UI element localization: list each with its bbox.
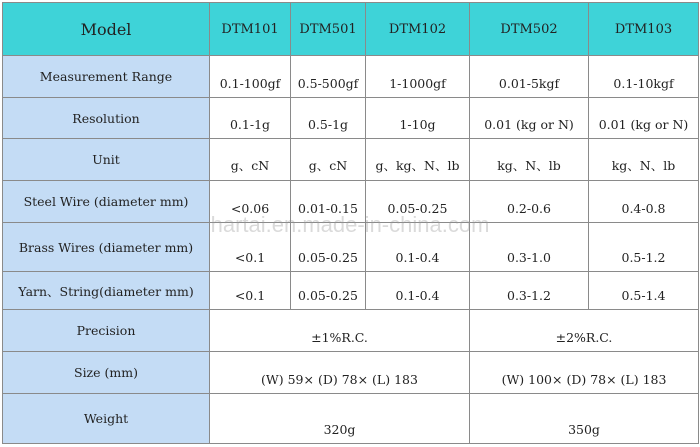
- table-cell: 0.2-0.6: [470, 181, 589, 223]
- row-measurement-range: [3, 56, 699, 98]
- table-cell: g、cN: [210, 139, 291, 181]
- table-cell: 0.1-10kgf: [589, 56, 699, 98]
- table-cell: <0.1: [210, 272, 291, 310]
- table-cell: 0.5-1.2: [589, 223, 699, 272]
- row-label: Weight: [3, 394, 210, 444]
- table-cell: ±1%R.C.: [210, 310, 470, 352]
- table-cell: 0.5-1g: [291, 98, 366, 139]
- table-cell: 0.01-0.15: [291, 181, 366, 223]
- table-cell: g、cN: [291, 139, 366, 181]
- table-cell: (W) 59× (D) 78× (L) 183: [210, 352, 470, 394]
- row-size: [3, 352, 699, 394]
- header-row: [3, 3, 699, 56]
- table-cell: kg、N、lb: [470, 139, 589, 181]
- row-brass-wires: [3, 223, 699, 272]
- row-label: Size (mm): [3, 352, 210, 394]
- table-cell: 0.3-1.2: [470, 272, 589, 310]
- model-dtm501: DTM501: [291, 3, 366, 56]
- row-resolution: [3, 98, 699, 139]
- table-cell: g、kg、N、lb: [366, 139, 470, 181]
- row-label: Steel Wire (diameter mm): [3, 181, 210, 223]
- row-label: Measurement Range: [3, 56, 210, 98]
- table-cell: ±2%R.C.: [470, 310, 699, 352]
- table-cell: 0.1-1g: [210, 98, 291, 139]
- model-dtm502: DTM502: [470, 3, 589, 56]
- table-cell: 1-10g: [366, 98, 470, 139]
- table-cell: <0.06: [210, 181, 291, 223]
- model-dtm101: DTM101: [210, 3, 291, 56]
- table-cell: 0.1-0.4: [366, 223, 470, 272]
- spec-table: [2, 2, 699, 444]
- row-label: Precision: [3, 310, 210, 352]
- table-cell: 0.1-100gf: [210, 56, 291, 98]
- table-cell: 1-1000gf: [366, 56, 470, 98]
- row-unit: [3, 139, 699, 181]
- table-cell: 0.4-0.8: [589, 181, 699, 223]
- table-cell: 0.3-1.0: [470, 223, 589, 272]
- row-steel-wire: [3, 181, 699, 223]
- model-dtm102: DTM102: [366, 3, 470, 56]
- table-cell: 350g: [470, 394, 699, 444]
- row-weight: [3, 394, 699, 444]
- model-header: Model: [3, 3, 210, 56]
- table-cell: (W) 100× (D) 78× (L) 183: [470, 352, 699, 394]
- table-cell: 0.05-0.25: [291, 272, 366, 310]
- model-dtm103: DTM103: [589, 3, 699, 56]
- table-cell: 0.05-0.25: [291, 223, 366, 272]
- table-cell: <0.1: [210, 223, 291, 272]
- row-label: Yarn、String(diameter mm): [3, 272, 210, 310]
- table-cell: 0.5-500gf: [291, 56, 366, 98]
- table-cell: kg、N、lb: [589, 139, 699, 181]
- table-cell: 0.05-0.25: [366, 181, 470, 223]
- row-precision: [3, 310, 699, 352]
- table-cell: 0.01-5kgf: [470, 56, 589, 98]
- table-cell: 0.01 (kg or N): [470, 98, 589, 139]
- table-cell: 0.1-0.4: [366, 272, 470, 310]
- table-cell: 0.01 (kg or N): [589, 98, 699, 139]
- row-yarn-string: [3, 272, 699, 310]
- row-label: Brass Wires (diameter mm): [3, 223, 210, 272]
- table-cell: 320g: [210, 394, 470, 444]
- watermark-text: hartai.en.made-in-china.com: [210, 212, 490, 237]
- row-label: Unit: [3, 139, 210, 181]
- table-cell: 0.5-1.4: [589, 272, 699, 310]
- row-label: Resolution: [3, 98, 210, 139]
